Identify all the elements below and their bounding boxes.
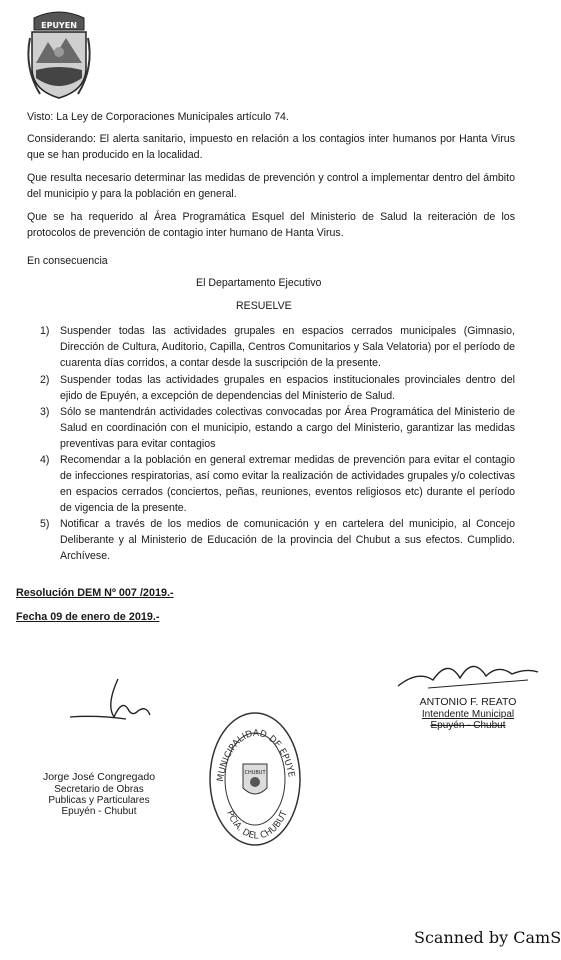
considerando-paragraph-3: Que se ha requerido al Área Programática Esquel del Ministerio de Salud la reiteración de los protocolos de prevención de contagio inter humano de Hanta Virus.: [27, 211, 515, 239]
considerando-paragraph-2: Que resulta necesario determinar las medidas de prevención y control a implementar dentro del ámbito del municipio y para la población en general.: [27, 172, 515, 200]
signer-place-right: Epuyén - Chubut: [430, 720, 506, 731]
item-number: 1): [40, 325, 50, 337]
resolution-item: Recomendar a la población en general extremar medidas de prevención para evitar el contagio de infecciones respiratorias, así como evitar la realización de actividades grupales y/o colectivas en espacios cerrados (conciertos, peñas, reuniones, eventos religiosos etc) durante el período de vigencia de la presente.: [60, 454, 515, 514]
seal-top-text: MUNICIPALIDAD DE EPUYE: [216, 728, 296, 783]
item-number: 3): [40, 406, 50, 418]
departamento-heading: El Departamento Ejecutivo: [196, 277, 322, 289]
signer-name-left: Jorge José Congregado: [42, 771, 156, 783]
signer-line-2: Publicas y Particulares: [48, 795, 150, 806]
en-consecuencia-text: En consecuencia: [27, 255, 108, 267]
signer-line-3: Epuyén - Chubut: [61, 806, 137, 817]
signature-congregado: [66, 675, 156, 730]
considerando-paragraph: Considerando: El alerta sanitario, impuesto en relación a los contagios inter humanos por Hanta Virus que se han producido en la localidad.: [27, 133, 515, 161]
signer-name-right: ANTONIO F. REATO: [419, 696, 517, 708]
resolution-item: Suspender todas las actividades grupales en espacios cerrados municipales (Gimnasio, Dirección de Cultura, Auditorio, Capilla, Centros Comunitarios y Sala Velatoria) por el período de cuarenta días corridos, a contar desde la suscripción de la presente.: [60, 325, 515, 369]
visto-paragraph: Visto: La Ley de Corporaciones Municipales artículo 74.: [27, 111, 289, 123]
seal-bottom-text: PCIA. DEL CHUBUT: [224, 809, 290, 842]
item-number: 2): [40, 374, 50, 386]
resolution-item: Notificar a través de los medios de comunicación y en cartelera del municipio, al Concejo Deliberante y al Ministerio de Educación de la provincia del Chubut a sus efectos. Cumplido. Archívese.: [60, 518, 515, 562]
signature-reato: [388, 650, 540, 695]
scanned-by-watermark: Scanned by CamS: [414, 928, 561, 947]
resolution-number: Resolución DEM Nº 007 /2019.-: [16, 587, 174, 599]
svg-text:EPUYEN: EPUYEN: [41, 21, 77, 30]
municipal-crest: [26, 8, 92, 102]
seal-center-text: CHUBUT: [244, 770, 266, 776]
resolution-item: Suspender todas las actividades grupales en espacios institucionales provinciales dentro del ejido de Epuyén, a excepción de dependencias del Ministerio de Salud.: [60, 374, 515, 402]
resolution-date: Fecha 09 de enero de 2019.-: [16, 611, 160, 623]
signer-title-right: Intendente Municipal: [421, 709, 515, 720]
municipal-seal: [205, 708, 305, 850]
item-number: 5): [40, 518, 50, 530]
signer-line-1: Secretario de Obras: [54, 784, 144, 795]
resolution-item: Sólo se mantendrán actividades colectivas convocadas por Área Programática del Ministerio de Salud en coordinación con el municipio, estando a cargo del Ministerio, garantizar las medidas preventivas para evitar contagios: [60, 406, 515, 450]
resuelve-heading: RESUELVE: [236, 300, 292, 312]
item-number: 4): [40, 454, 50, 466]
